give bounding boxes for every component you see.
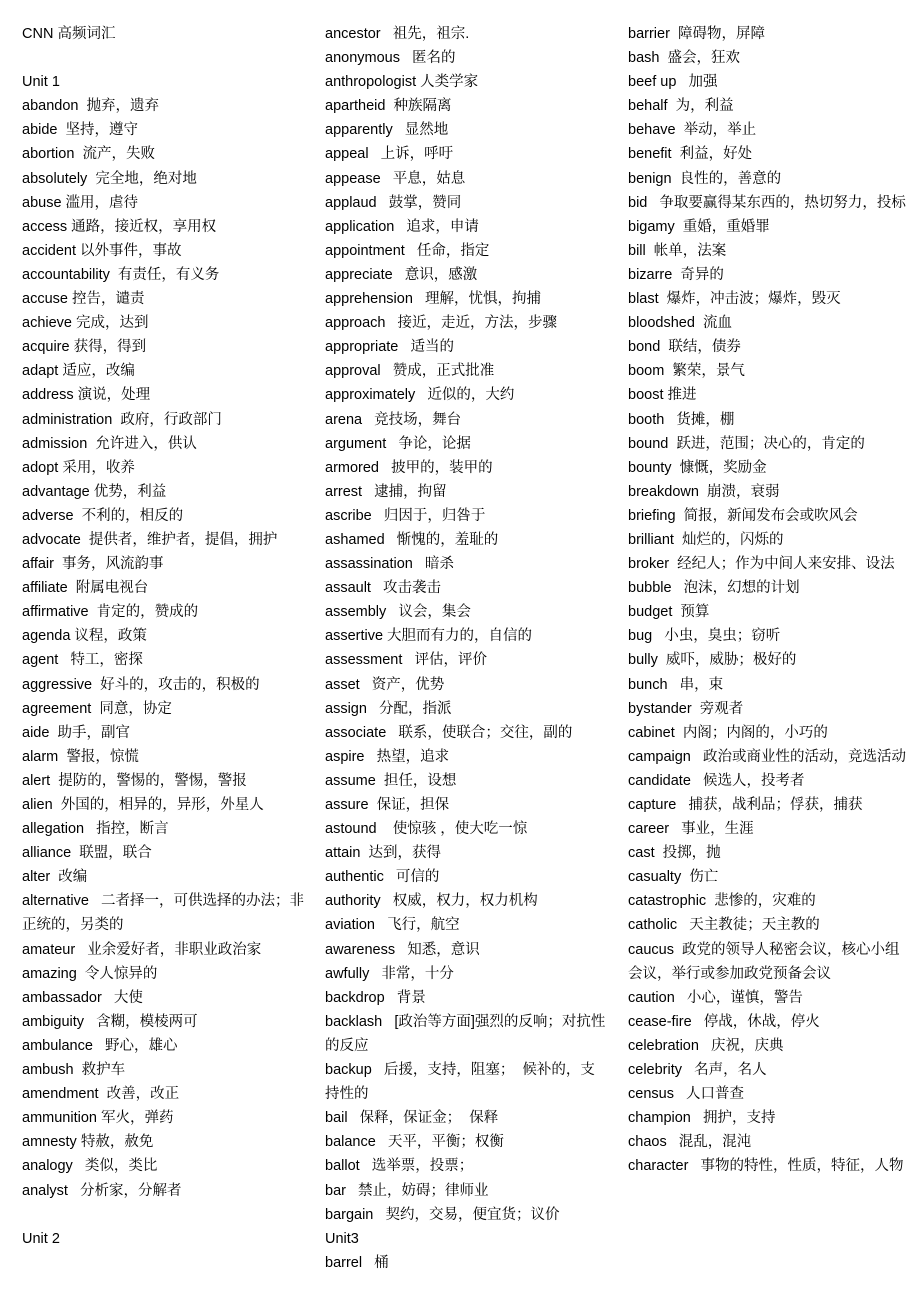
unit-heading: Unit3 [325,1230,359,1247]
vocab-entry: appease 平息，姑息 [325,170,466,187]
vocab-entry: bargain 契约，交易，便宜货；议价 [325,1206,560,1223]
vocab-entry: cabinet 内阁；内阁的，小巧的 [628,724,828,741]
vocab-entry: anthropologist 人类学家 [325,74,479,91]
vocab-entry: assure 保证，担保 [325,797,450,813]
vocab-entry: campaign 政治或商业性的活动，竞选活动 [628,748,906,765]
vocab-entry: bash 盛会，狂欢 [628,50,740,67]
vocab-entry: bystander 旁观者 [628,700,744,717]
vocab-entry: bar 禁止，妨碍；律师业 [325,1182,489,1199]
unit-heading: Unit 2 [22,1230,60,1247]
vocab-entry: balance 天平，平衡；权衡 [325,1134,504,1151]
vocab-entry: authority 权威，权力，权力机构 [325,893,538,910]
vocab-entry: bond 联结，债券 [628,339,741,356]
vocab-entry: agenda 议程，政策 [22,628,147,645]
vocab-entry: amateur 业余爱好者，非职业政治家 [22,941,262,958]
vocab-entry: astound 使惊骇 ，使大吃一惊 [325,821,528,838]
blank-line [22,1203,304,1227]
vocab-entry: assertive 大胆而有力的，自信的 [325,628,533,645]
vocab-entry: celebrity 名声，名人 [628,1062,767,1079]
vocab-entry: ballot 选举票，投票； [325,1158,474,1175]
vocab-entry: applaud 鼓掌，赞同 [325,194,462,211]
vocab-entry: cast 投掷，抛 [628,845,721,862]
vocab-entry: ambiguity 含糊，模棱两可 [22,1013,198,1030]
vocab-entry: attain 达到，获得 [325,845,442,862]
vocab-entry: bizarre 奇异的 [628,266,724,283]
vocab-entry: authentic 可信的 [325,869,440,886]
column-3 [628,22,910,1179]
vocab-entry: ambush 救护车 [22,1062,126,1079]
vocab-entry: barrier 障碍物，屏障 [628,26,765,42]
vocab-entry: bully 威吓，威胁；极好的 [628,652,797,669]
vocab-entry: boom 繁荣，景气 [628,363,745,380]
vocab-entry: abandon 抛弃，遗弃 [22,98,160,115]
vocab-entry: advantage 优势，利益 [22,483,167,500]
vocab-entry: analyst 分析家，分解者 [22,1182,182,1199]
vocab-entry: assessment 评估，评价 [325,652,487,669]
vocab-entry: affirmative 肯定的，赞成的 [22,604,199,621]
vocab-entry: bloodshed 流血 [628,315,732,332]
vocab-entry: assign 分配，指派 [325,700,452,717]
vocab-entry: bounty 慷慨，奖励金 [628,459,767,476]
vocab-entry: agent 特工，密探 [22,652,143,669]
vocab-entry: awfully 非常，十分 [325,965,454,982]
vocab-entry: cease-fire 停战，休战，停火 [628,1013,820,1030]
vocab-entry: associate 联系，使联合；交往，副的 [325,724,573,741]
vocab-entry: accident 以外事件，事故 [22,242,182,259]
vocab-entry: awareness 知悉，意识 [325,941,480,958]
vocab-entry: broker 经纪人；作为中间人来安排、设法 [628,556,895,573]
vocab-entry: assembly 议会，集会 [325,604,471,621]
vocab-entry: bigamy 重婚，重婚罪 [628,218,770,235]
vocab-entry: asset 资产，优势 [325,676,445,693]
vocab-entry: alien 外国的，相异的，异形，外星人 [22,797,264,813]
vocab-entry: abide 坚持，遵守 [22,122,139,139]
vocab-entry: bug 小虫，臭虫；窃听 [628,628,781,645]
vocab-entry: bail 保释，保证金； 保释 [325,1110,499,1127]
vocab-entry: behave 举动，举止 [628,122,757,139]
vocab-entry: bill 帐单，法案 [628,242,727,259]
vocab-entry: ambassador 大使 [22,989,143,1006]
vocab-entry: caution 小心，谨慎，警告 [628,989,803,1006]
vocab-entry: abortion 流产，失败 [22,146,155,163]
blank-line [22,46,304,70]
vocab-entry: administration 政府，行政部门 [22,411,222,428]
vocab-entry: alert 提防的，警惕的，警惕，警报 [22,772,247,789]
column-2 [325,22,609,1275]
vocab-entry: agreement 同意，协定 [22,700,172,717]
vocab-entry: blast 爆炸，冲击波；爆炸，毁灭 [628,291,841,308]
vocab-entry: budget 预算 [628,604,710,621]
document-title: CNN 高频词汇 [22,26,116,42]
vocab-entry: bid 争取要赢得某东西的，热切努力，投标 [628,194,906,211]
vocab-entry: analogy 类似，类比 [22,1158,158,1175]
vocab-entry: admission 允许进入，供认 [22,435,197,452]
vocab-entry: assassination 暗杀 [325,556,454,573]
vocab-entry: absolutely 完全地，绝对地 [22,170,197,187]
vocab-entry: advocate 提供者，维护者，提倡，拥护 [22,531,278,548]
vocab-entry: census 人口普查 [628,1086,745,1103]
vocab-entry: bubble 泡沫，幻想的计划 [628,580,800,597]
vocab-entry: appeal 上诉，呼吁 [325,146,454,163]
vocab-entry: appointment 任命，指定 [325,242,490,259]
vocab-entry: character 事物的特性，性质，特征，人物 [628,1158,904,1175]
vocab-entry: accuse 控告，谴责 [22,291,145,308]
vocab-entry: anonymous 匿名的 [325,50,456,67]
vocab-entry: adopt 采用，收养 [22,459,135,476]
vocab-entry: aspire 热望，追求 [325,748,450,765]
vocab-entry: boost 推进 [628,387,697,404]
vocab-entry: backlash [政治等方面]强烈的反响；对抗性的反应 [325,1013,606,1054]
vocab-entry: acquire 获得，得到 [22,339,147,356]
vocab-entry: alter 改编 [22,869,88,886]
vocab-entry: abuse 滥用，虐待 [22,194,139,211]
vocab-entry: benign 良性的，善意的 [628,170,782,187]
vocab-entry: champion 拥护，支持 [628,1110,776,1127]
vocab-entry: amendment 改善，改正 [22,1086,180,1103]
vocab-entry: booth 货摊，棚 [628,411,735,428]
vocab-entry: ammunition 军火，弹药 [22,1110,174,1127]
vocab-entry: apparently 显然地 [325,122,449,139]
vocab-entry: bunch 串，束 [628,676,724,693]
vocab-entry: arena 竞技场，舞台 [325,411,462,428]
vocab-entry: appreciate 意识，感激 [325,266,478,283]
vocab-entry: alliance 联盟，联合 [22,845,152,862]
vocab-entry: adverse 不利的，相反的 [22,507,184,524]
vocab-entry: approximately 近似的，大约 [325,387,515,404]
vocab-entry: access 通路，接近权，享用权 [22,218,217,235]
vocab-entry: achieve 完成，达到 [22,315,149,332]
vocab-entry: catastrophic 悲惨的，灾难的 [628,893,816,910]
vocab-entry: amazing 令人惊异的 [22,965,158,982]
vocab-entry: aide 助手，副官 [22,724,130,741]
vocab-entry: breakdown 崩溃，衰弱 [628,483,780,500]
vocab-entry: alternative 二者择一，可供选择的办法；非正统的，另类的 [22,893,304,934]
vocab-entry: bound 跃进，范围；决心的，肯定的 [628,435,865,452]
vocab-entry: allegation 指控，断言 [22,821,169,838]
vocab-entry: behalf 为，利益 [628,98,734,115]
vocab-entry: armored 披甲的，装甲的 [325,459,493,476]
unit-heading: Unit 1 [22,74,60,91]
vocab-entry: accountability 有责任，有义务 [22,266,220,283]
vocab-entry: amnesty 特赦，赦免 [22,1134,154,1151]
vocab-entry: caucus 政党的领导人秘密会议，核心小组会议，举行或参加政党预备会议 [628,941,900,982]
vocab-entry: career 事业，生涯 [628,821,754,838]
vocab-entry: apartheid 种族隔离 [325,98,452,115]
vocab-entry: capture 捕获，战利品；俘获，捕获 [628,797,863,813]
vocab-entry: aggressive 好斗的，攻击的，积极的 [22,676,260,693]
vocab-entry: briefing 简报，新闻发布会或吹风会 [628,507,858,524]
vocab-entry: argument 争论，论据 [325,435,471,452]
vocab-entry: celebration 庆祝，庆典 [628,1037,784,1054]
vocab-entry: assume 担任，设想 [325,772,457,789]
vocab-entry: application 追求，申请 [325,218,479,235]
vocab-entry: catholic 天主教徒；天主教的 [628,917,820,934]
vocab-entry: apprehension 理解，忧惧，拘捕 [325,291,541,308]
vocab-entry: benefit 利益，好处 [628,146,753,163]
column-1 [22,22,304,1251]
vocab-entry: chaos 混乱，混沌 [628,1134,752,1151]
vocab-entry: alarm 警报，惊慌 [22,748,139,765]
vocab-entry: backdrop 背景 [325,989,426,1006]
vocab-entry: brilliant 灿烂的，闪烁的 [628,531,784,548]
vocab-entry: ascribe 归因于，归咎于 [325,507,486,524]
vocab-entry: candidate 候选人，投考者 [628,772,805,789]
vocab-entry: approval 赞成，正式批准 [325,363,495,380]
vocab-entry: assault 攻击袭击 [325,580,442,597]
vocab-entry: address 演说，处理 [22,387,151,404]
vocab-entry: affair 事务，风流韵事 [22,556,164,573]
vocab-entry: ambulance 野心，雄心 [22,1037,178,1054]
vocab-entry: adapt 适应，改编 [22,363,135,380]
vocab-entry: casualty 伤亡 [628,869,719,886]
vocab-entry: affiliate 附属电视台 [22,580,149,597]
vocab-entry: barrel 桶 [325,1254,389,1271]
vocab-entry: appropriate 适当的 [325,339,454,356]
vocab-entry: backup 后援，支持，阻塞； 候补的，支持性的 [325,1062,595,1103]
vocab-entry: aviation 飞行，航空 [325,917,460,934]
vocab-entry: ancestor 祖先，祖宗. [325,26,470,42]
vocab-entry: arrest 逮捕，拘留 [325,483,447,500]
vocab-entry: ashamed 惭愧的，羞耻的 [325,531,499,548]
vocab-entry: beef up 加强 [628,74,718,91]
vocab-entry: approach 接近，走近，方法，步骤 [325,315,558,332]
